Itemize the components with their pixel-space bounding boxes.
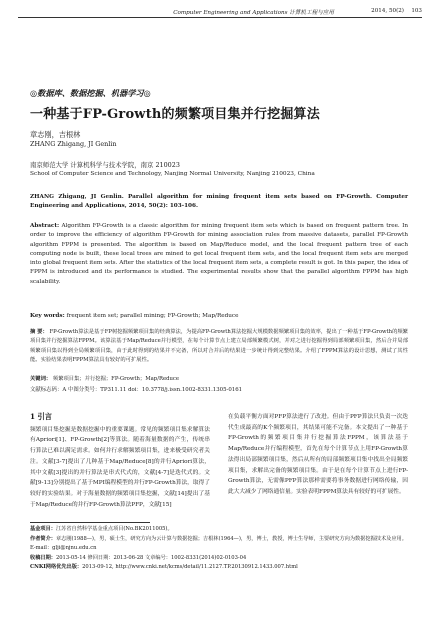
- header-rule: [18, 17, 422, 18]
- keywords-text: frequent item set; parallel mining; FP-Growth; Map/Reduce: [66, 313, 239, 319]
- citation: [30, 193, 408, 212]
- intro-text-left: 频繁项目集挖掘是数据挖掘中的重要课题。常见的频繁项目集求解算法有Apriori[1]、FP-Growth[2]等算法。随着海量数据的产生，传统串行算法已难以满足需求。如何并行求解频繁项目集，进来极受研究者关注。文献[3-7]提出了几种基于Map/Reduce[8]的并行Apriori算法，其中文献[3]提出的并行算法是串式代式的，文献[4-7]是迭代式的。文献[9-13]分别提出了基于MPI编程模型的并行FP-Growth算法，取得了较好的实验结果。对于海量数据的频繁项目集挖掘，文献[14]提出了基于Map/Reduce的并行FP-Growth算法PFP，文献[15]: [30, 426, 210, 508]
- keywords-cn: [30, 375, 408, 384]
- footnotes: [30, 525, 408, 573]
- keywords-label: Key words:: [30, 313, 65, 319]
- year-issue: 2014, 50(2): [371, 8, 404, 14]
- author-label: 作者简介：: [30, 535, 56, 542]
- footnote-author: [30, 535, 408, 554]
- received-label: 收稿日期：: [30, 554, 56, 561]
- paper-title: 一种基于FP-Growth的频繁项目集并行挖掘算法: [30, 107, 320, 122]
- cnki-label: CNKI网络优先出版：: [30, 564, 83, 571]
- abstract-label: Abstract:: [30, 223, 60, 229]
- intro-text-right: 在负载平衡方面对PFP算法进行了改进。但由于PFP算法只负责一次迭代生成最高的K个频繁项目，其结果可能不完备。本文提出了一种基于FP-Growth的频繁项目集并行挖掘算法FPPM，该算法基于Map/Reduce并行编程模型，首先在每个计算节点上用FP-Growth算法得出局部频繁项目集，然后从所有的局部频繁项目集中找出全局频繁项目集，求解出完备的频繁项目集。由于是在每个计算节点上进行FP-Growth算法，无需像PFP算法那样需要将事务数据进行网络传输，因此大大减少了网络通信量。实验表明FPPM算法具有较好的可扩展性。: [228, 414, 408, 495]
- fund-text: 江苏省自然科学基金重点项目(No.BK2011005)。: [55, 526, 173, 532]
- journal-title: Computer Engineering and Applications 计算机工程与应用: [173, 10, 334, 16]
- affiliation-cn: 南京师范大学 计算机科学与技术学院，南京 210023: [30, 161, 180, 169]
- authors-en: ZHANG Zhigang, JI Genlin: [30, 140, 117, 148]
- zh-abstract-label: 摘 要：: [30, 329, 48, 335]
- footnote-cnki: [30, 563, 408, 573]
- zh-keywords-text: 频繁项目集；并行挖掘；FP-Growth；Map/Reduce: [52, 376, 180, 382]
- keywords-en: [30, 312, 408, 321]
- body-column-right: [228, 412, 408, 498]
- abstract-text: Algorithm FP-Growth is a classic algorithm for mining frequent item sets which is based on frequent pattern tree. In order to improve the efficiency of algorithm FP-Growth for mining association rules from massive datasets, parallel FP-Growth algorithm FPPM is presented. The algorithm is based on Map/Reduce model, and the local frequent pattern tree of each computing node is built, these local trees are mined to get local frequent item sets, and the local frequent item sets are merged into global frequent item sets. After the statistics of the local frequent item sets, a complete result is got. In this paper, the idea of FPPM is introduced and its performance is studied. The experimental results show that the parallel algorithm FPPM has high scalability.: [30, 223, 408, 285]
- body-column-left: [30, 412, 210, 510]
- abstract-cn: [30, 328, 408, 365]
- fund-label: 基金项目：: [30, 526, 56, 532]
- author-text: 章志刚(1988—)，男，硕士生，研究方向为云计算与数据挖掘；吉根林(1964—)，男，博士，教授，博士生导师，主要研究方向为数据挖掘技术及应用。E-mail：glji@njnu.edu.cn: [30, 535, 407, 552]
- zh-keywords-label: 关键词：: [30, 376, 52, 382]
- intro-heading: 1 引言: [30, 412, 52, 421]
- citation-text: ZHANG Zhigang, JI Genlin. Parallel algorithm for mining frequent item sets based on FP-Growth. Computer Engineering and Applications, 2014, 50(2): 103-106.: [30, 194, 408, 210]
- page-number: 103: [411, 8, 422, 14]
- footnote-received: [30, 554, 408, 564]
- footnote-fund: [30, 525, 408, 535]
- received-text: 2013-05-14 修回日期：2013-06-28 文章编号：1002-8331(2014)02-0103-04: [55, 554, 247, 561]
- running-header: [18, 6, 422, 18]
- zh-abstract-text: FP-Growth算法是基于FP树挖掘频繁项目集的经典算法，为提高FP-Growth算法挖掘大规模数据频繁项目集的效率，提出了一种基于FP-Growth的频繁项目集并行挖掘算法FPPM。该算法基于Map/Reduce并行模型，在每个计算节点上建立局部频繁模式树，并对之进行挖掘得到局部频繁项目集，然后合并局部频繁项目集以得到全局频繁项目集，由于此时得到的结果并不完备，所以对合并后的结果进一步统计得到完整结果。介绍了FPPM算法的设计思想，测试了其性能。实验结果表明FPPM算法具有较好的可扩展性。: [30, 329, 408, 363]
- section-tag: ◎数据库、数据挖掘、机器学习◎: [30, 88, 151, 98]
- cnki-text: 2013-09-12, http://www.cnki.net/kcms/detail/11.2127.TP.20130912.1433.007.html: [82, 564, 298, 571]
- classification-line: 文献标志码：A 中图分类号：TP311.11 doi：10.3778/j.issn.1002-8331.1305-0161: [30, 387, 243, 393]
- abstract-en: [30, 222, 408, 287]
- affiliation-en: School of Computer Science and Technology, Nanjing Normal University, Nanjing 210023, China: [30, 171, 315, 177]
- footnote-rule: [30, 522, 150, 523]
- authors-cn: 章志刚，吉根林: [30, 130, 81, 139]
